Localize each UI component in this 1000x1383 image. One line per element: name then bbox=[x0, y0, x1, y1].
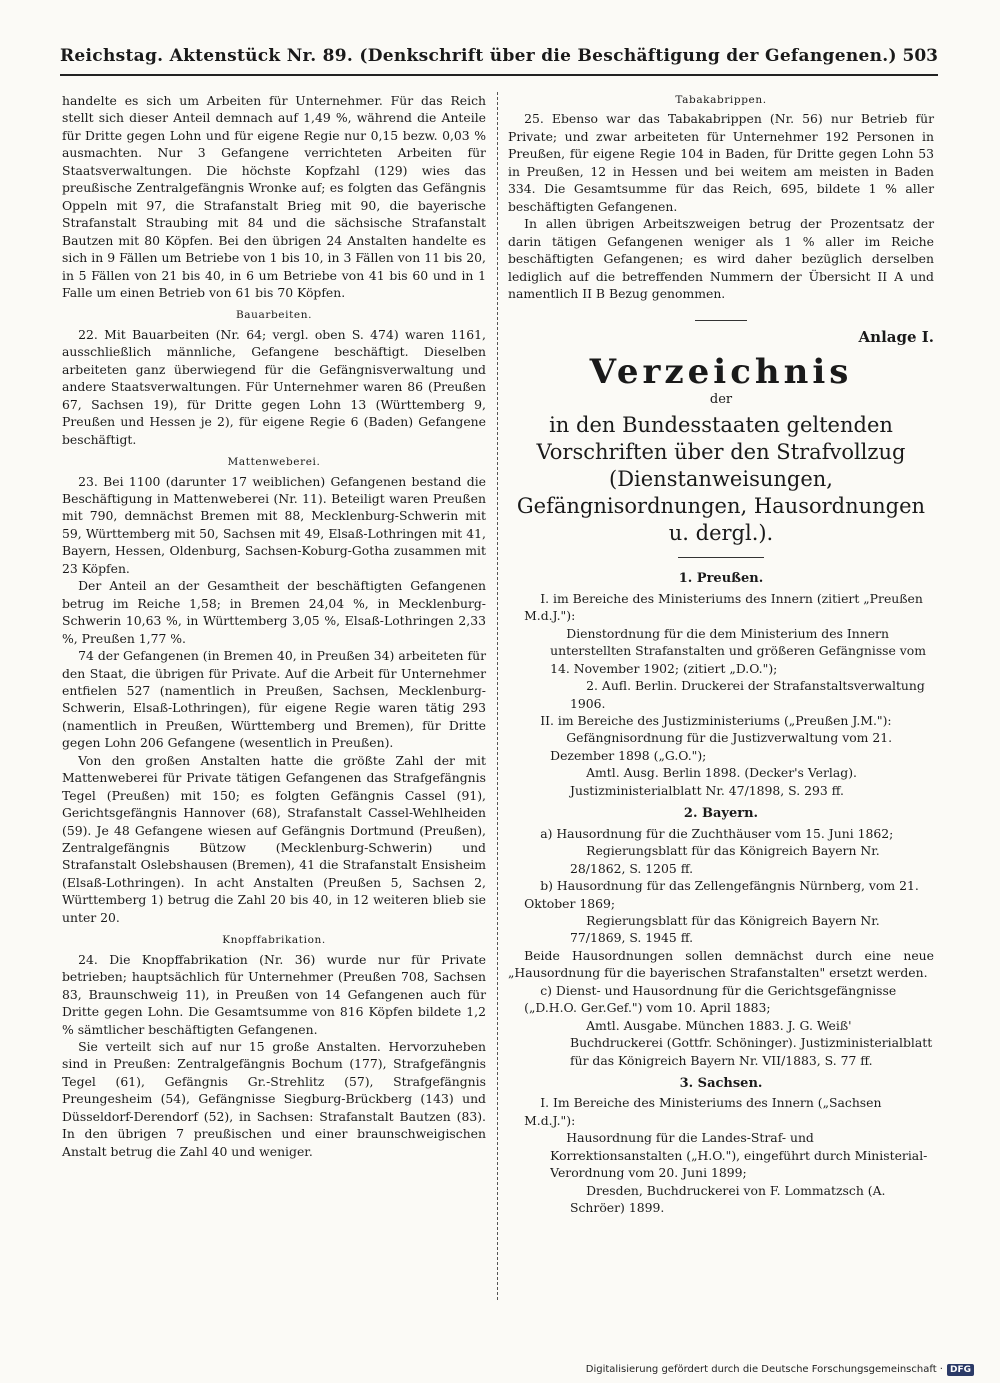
separator-rule bbox=[678, 557, 764, 558]
list-subitem: Dienstordnung für die dem Ministerium des Innern unterstellten Strafanstalten und größeren Gefängnisse vom 14. November 1902; (zitiert „D.O."); bbox=[550, 625, 927, 676]
page-header bbox=[60, 40, 938, 74]
list-item: I. im Bereiche des Ministeriums des Innern (zitiert „Preußen M.d.J."): bbox=[524, 590, 923, 624]
paragraph: Beide Hausordnungen sollen demnächst durch eine neue „Hausordnung für die bayerischen Strafanstalten" ersetzt werden. bbox=[508, 947, 934, 981]
list-item: II. im Bereiche des Justizministeriums („Preußen J.M."): bbox=[540, 712, 892, 728]
paragraph: In allen übrigen Arbeitszweigen betrug der Prozentsatz der darin tätigen Gefangenen weniger als 1 % aller im Reiche beschäftigten Gefangenen; es wird daher bezüglich derselben lediglich auf die betreffenden Nummern der Übersicht II A und namentlich II B Bezug genommen. bbox=[508, 216, 934, 301]
list-subitem-detail: 2. Aufl. Berlin. Druckerei der Strafanstaltsverwaltung 1906. bbox=[570, 678, 925, 711]
list-item: I. Im Bereiche des Ministeriums des Innern („Sachsen M.d.J."): bbox=[524, 1095, 882, 1128]
separator-rule bbox=[695, 320, 747, 321]
right-column bbox=[508, 92, 934, 1217]
appendix-subtitle: in den Bundesstaaten geltenden Vorschriften über den Strafvollzug (Dienstanweisungen, Gefängnisordnungen, Hausordnungen u. dergl.). bbox=[516, 413, 926, 546]
state-heading-bavaria: 2. Bayern. bbox=[683, 806, 759, 822]
list-subitem-detail: Regierungsblatt für das Königreich Bayern Nr. 77/1869, S. 1945 ff. bbox=[570, 912, 880, 946]
paragraph: Der Anteil an der Gesamtheit der beschäftigten Gefangenen betrug im Reiche 1,58; in Bremen 24,04 %, in Mecklenburg-Schwerin 10,63 %, in Württemberg 3,05 %, Elsaß-Lothringen 2,33 %, Preußen 1,77 %. bbox=[62, 578, 486, 646]
paragraph: 74 der Gefangenen (in Bremen 40, in Preußen 34) arbeiteten für den Staat, die übrigen für Private. Auf die Arbeit für Unternehmer entfielen 527 (namentlich in Preußen, Sachsen, Mecklenburg-Schwerin, Elsaß-Lothringen), für eigene Regie waren tätig 293 (namentlich in Preußen, Württemberg und Bremen), für Dritte gegen Lohn 206 Gefangene (wesentlich in Preußen). bbox=[62, 648, 486, 751]
section-heading: Tabakabrippen. bbox=[675, 94, 767, 106]
list-item: c) Dienst- und Hausordnung für die Gerichtsgefängnisse („D.H.O. Ger.Gef.") vom 10. April 1883; bbox=[524, 982, 897, 1016]
paragraph: 25. Ebenso war das Tabakabrippen (Nr. 56) nur Betrieb für Private; und zwar arbeiteten für Unternehmer 192 Personen in Preußen, für eigene Regie 104 in Baden, für Dritte gegen Lohn 53 in Preußen, 12 in Hessen und bei weitem am meisten in Baden 334. Die Gesamtsumme für das Reich, 695, bildete 1 % aller beschäftigten Gefangenen. bbox=[508, 111, 934, 214]
appendix-label: Anlage I. bbox=[858, 328, 934, 347]
list-subitem-detail: Amtl. Ausgabe. München 1883. J. G. Weiß' Buchdruckerei (Gottfr. Schöninger). Justizministerialblatt für das Königreich Bayern Nr. VII/1883, S. 77 ff. bbox=[570, 1017, 933, 1068]
list-item: a) Hausordnung für die Zuchthäuser vom 15. Juni 1862; bbox=[540, 825, 894, 841]
paragraph: Sie verteilt sich auf nur 15 große Anstalten. Hervorzuheben sind in Preußen: Zentralgefängnis Bochum (177), Strafgefängnis Tegel (61), Gefängnis Gr.-Strehlitz (57), Strafgefängnis Preungesheim (54), Gefängnisse Siegburg-Brückberg (143) und Düsseldorf-Derendorf (52), in Sachsen: Strafanstalt Bautzen (83). In den übrigen 7 preußischen und einer braunschweigischen Anstalt betrug die Zahl 40 und weniger. bbox=[62, 1039, 486, 1159]
paragraph: 24. Die Knopffabrikation (Nr. 36) wurde nur für Private betrieben; hauptsächlich für Unternehmer (Preußen 708, Sachsen 83, Braunschweig 11), in Preußen von 14 Gefangenen auch für Dritte gegen Lohn. Die Gesamtsumme von 816 Köpfen bildete 1,2 % sämtlicher beschäftigten Gefangenen. bbox=[62, 951, 486, 1037]
left-column bbox=[62, 92, 486, 1160]
header-rule bbox=[60, 74, 938, 76]
column-divider bbox=[497, 92, 498, 1300]
section-heading: Knopffabrikation. bbox=[222, 934, 326, 947]
list-item: b) Hausordnung für das Zellengefängnis Nürnberg, vom 21. Oktober 1869; bbox=[524, 878, 919, 911]
list-subitem-detail: Regierungsblatt für das Königreich Bayern Nr. 28/1862, S. 1205 ff. bbox=[570, 843, 880, 876]
paragraph: Von den großen Anstalten hatte die größte Zahl der mit Mattenweberei für Private tätigen Gefangenen das Strafgefängnis Tegel (Preußen) mit 150; es folgten Gefängnis Cassel (91), Gerichtsgefängnis Hannover (68), Strafanstalt Cassel-Wehlheiden (59). Je 48 Gefangene wiesen auf Gefängnis Dortmund (Preußen), Zentralgefängnis Bützow (Mecklenburg-Schwerin) und Strafanstalt Oslebshausen (Bremen), 41 die Strafanstalt Ensisheim (Elsaß-Lothringen). In acht Anstalten (Preußen 5, Sachsen 2, Württemberg 1) betrug die Zahl 20 bis 40, in 12 weiteren blieb sie unter 20. bbox=[62, 752, 486, 925]
state-heading-prussia: 1. Preußen. bbox=[678, 571, 764, 587]
digitization-credit bbox=[586, 1364, 974, 1376]
section-heading: Mattenweberei. bbox=[227, 456, 321, 469]
list-subitem-detail: Amtl. Ausg. Berlin 1898. (Decker's Verlag). Justizministerialblatt Nr. 47/1898, S. 293 ff. bbox=[570, 765, 857, 798]
appendix-title: Verzeichnis bbox=[589, 351, 853, 392]
credit-text: Digitalisierung gefördert durch die Deutsche Forschungsgemeinschaft · bbox=[585, 1364, 943, 1375]
section-heading: Bauarbeiten. bbox=[235, 309, 313, 322]
paragraph: 22. Mit Bauarbeiten (Nr. 64; vergl. oben S. 474) waren 1161, ausschließlich männliche, Gefangene beschäftigt. Dieselben arbeiteten ganz überwiegend für die Gefängnisverwaltung und andere Staatsverwaltungen. Für Unternehmer waren 86 (Preußen 67, Sachsen 19), für Dritte gegen Lohn 13 (Württemberg 9, Preußen und Hessen je 2), für eigene Regie 6 (Baden) Gefangene beschäftigt. bbox=[62, 326, 486, 447]
page-number: 503 bbox=[902, 46, 938, 66]
list-subitem: Gefängnisordnung für die Justizverwaltung vom 21. Dezember 1898 („G.O."); bbox=[550, 730, 893, 763]
state-heading-saxony: 3. Sachsen. bbox=[679, 1076, 763, 1092]
paragraph: 23. Bei 1100 (darunter 17 weiblichen) Gefangenen bestand die Beschäftigung in Mattenweberei (Nr. 11). Beteiligt waren Preußen mit 790, demnächst Bremen mit 88, Mecklenburg-Schwerin mit 59, Württemberg mit 50, Sachsen mit 49, Elsaß-Lothringen mit 41, Bayern, Hessen, Oldenburg, Sachsen-Koburg-Gotha zusammen mit 23 Köpfen. bbox=[62, 473, 486, 576]
list-subitem-detail: Dresden, Buchdruckerei von F. Lommatzsch (A. Schröer) 1899. bbox=[570, 1182, 886, 1216]
appendix-title-connector: der bbox=[709, 391, 733, 407]
paragraph: handelte es sich um Arbeiten für Unternehmer. Für das Reich stellt sich dieser Anteil demnach auf 1,49 %, während die Anteile für Dritte gegen Lohn und für eigene Regie nur 0,15 bezw. 0,03 % ausmachten. Nur 3 Gefangene verrichteten Arbeiten für Staatsverwaltungen. Die höchste Kopfzahl (129) wies das preußische Zentralgefängnis Wronke auf; es folgten das Gefängnis Oppeln mit 97, die Strafanstalt Brieg mit 90, die bayerische Strafanstalt Straubing mit 84 und die sächsische Strafanstalt Bautzen mit 80 Köpfen. Bei den übrigen 24 Anstalten handelte es sich in 9 Fällen um Betriebe von 1 bis 10, in 3 Fällen von 11 bis 20, in 5 Fällen von 21 bis 40, in 6 um Betriebe von 41 bis 60 und in 1 Falle um einen Betrieb von 61 bis 70 Köpfen. bbox=[62, 93, 486, 300]
list-subitem: Hausordnung für die Landes-Straf- und Korrektionsanstalten („H.O."), eingeführt durch Ministerial-Verordnung vom 20. Juni 1899; bbox=[550, 1130, 928, 1181]
dfg-logo: DFG bbox=[947, 1364, 974, 1376]
running-title: Reichstag. Aktenstück Nr. 89. (Denkschrift über die Beschäftigung der Gefangenen.) bbox=[60, 46, 897, 66]
